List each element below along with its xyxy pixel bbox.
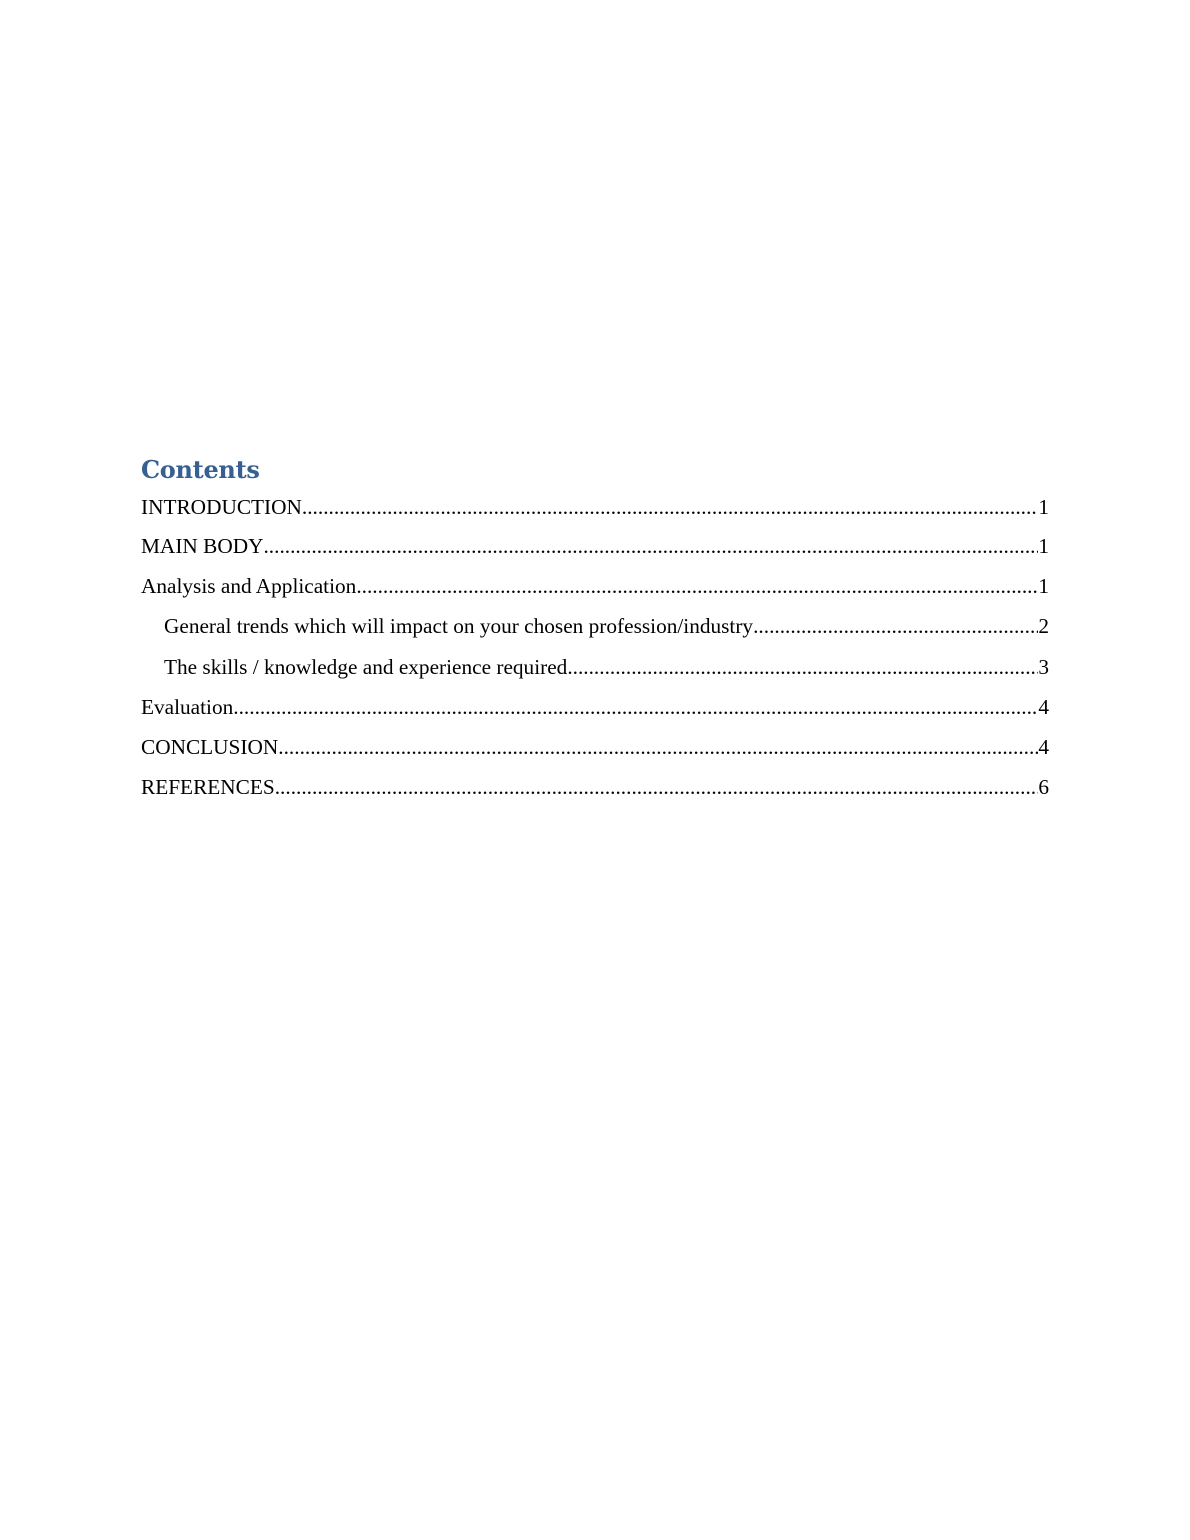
table-of-contents	[141, 452, 1049, 807]
toc-entry-page: 2	[1038, 614, 1049, 639]
toc-dot-leader	[356, 566, 1038, 606]
toc-entry-main-body[interactable]	[141, 526, 1049, 566]
toc-dot-leader	[263, 526, 1038, 566]
toc-entry-label: The skills / knowledge and experience required	[164, 654, 568, 679]
toc-dot-leader	[753, 606, 1038, 646]
toc-dot-leader	[302, 488, 1038, 526]
toc-entry-page: 1	[1038, 495, 1049, 519]
toc-entry-label: CONCLUSION	[141, 734, 279, 759]
toc-entry-evaluation[interactable]	[141, 687, 1049, 727]
toc-list	[141, 488, 1049, 807]
toc-entry-page: 3	[1038, 654, 1049, 679]
toc-entry-introduction[interactable]	[141, 488, 1049, 526]
toc-entry-page: 4	[1038, 734, 1049, 759]
toc-entry-analysis-and-application[interactable]	[141, 566, 1049, 606]
toc-entry-page: 1	[1038, 534, 1049, 558]
toc-dot-leader	[275, 767, 1039, 807]
toc-dot-leader	[567, 647, 1038, 687]
toc-entry-label: INTRODUCTION	[141, 495, 302, 519]
toc-dot-leader	[233, 687, 1038, 727]
toc-entry-label: Analysis and Application	[141, 574, 357, 599]
toc-entry-label: General trends which will impact on your chosen profession/industry	[164, 614, 754, 639]
toc-entry-general-trends[interactable]	[141, 606, 1049, 646]
toc-entry-page: 1	[1038, 574, 1049, 599]
toc-dot-leader	[278, 727, 1038, 767]
toc-entry-label: MAIN BODY	[141, 534, 264, 558]
toc-entry-label: REFERENCES	[141, 775, 275, 800]
toc-entry-label: Evaluation	[141, 694, 234, 719]
toc-entry-page: 6	[1038, 775, 1049, 800]
toc-title: Contents	[141, 455, 260, 484]
toc-entry-page: 4	[1038, 694, 1049, 719]
toc-entry-skills-knowledge[interactable]	[141, 647, 1049, 687]
toc-entry-conclusion[interactable]	[141, 727, 1049, 767]
toc-entry-references[interactable]	[141, 767, 1049, 807]
